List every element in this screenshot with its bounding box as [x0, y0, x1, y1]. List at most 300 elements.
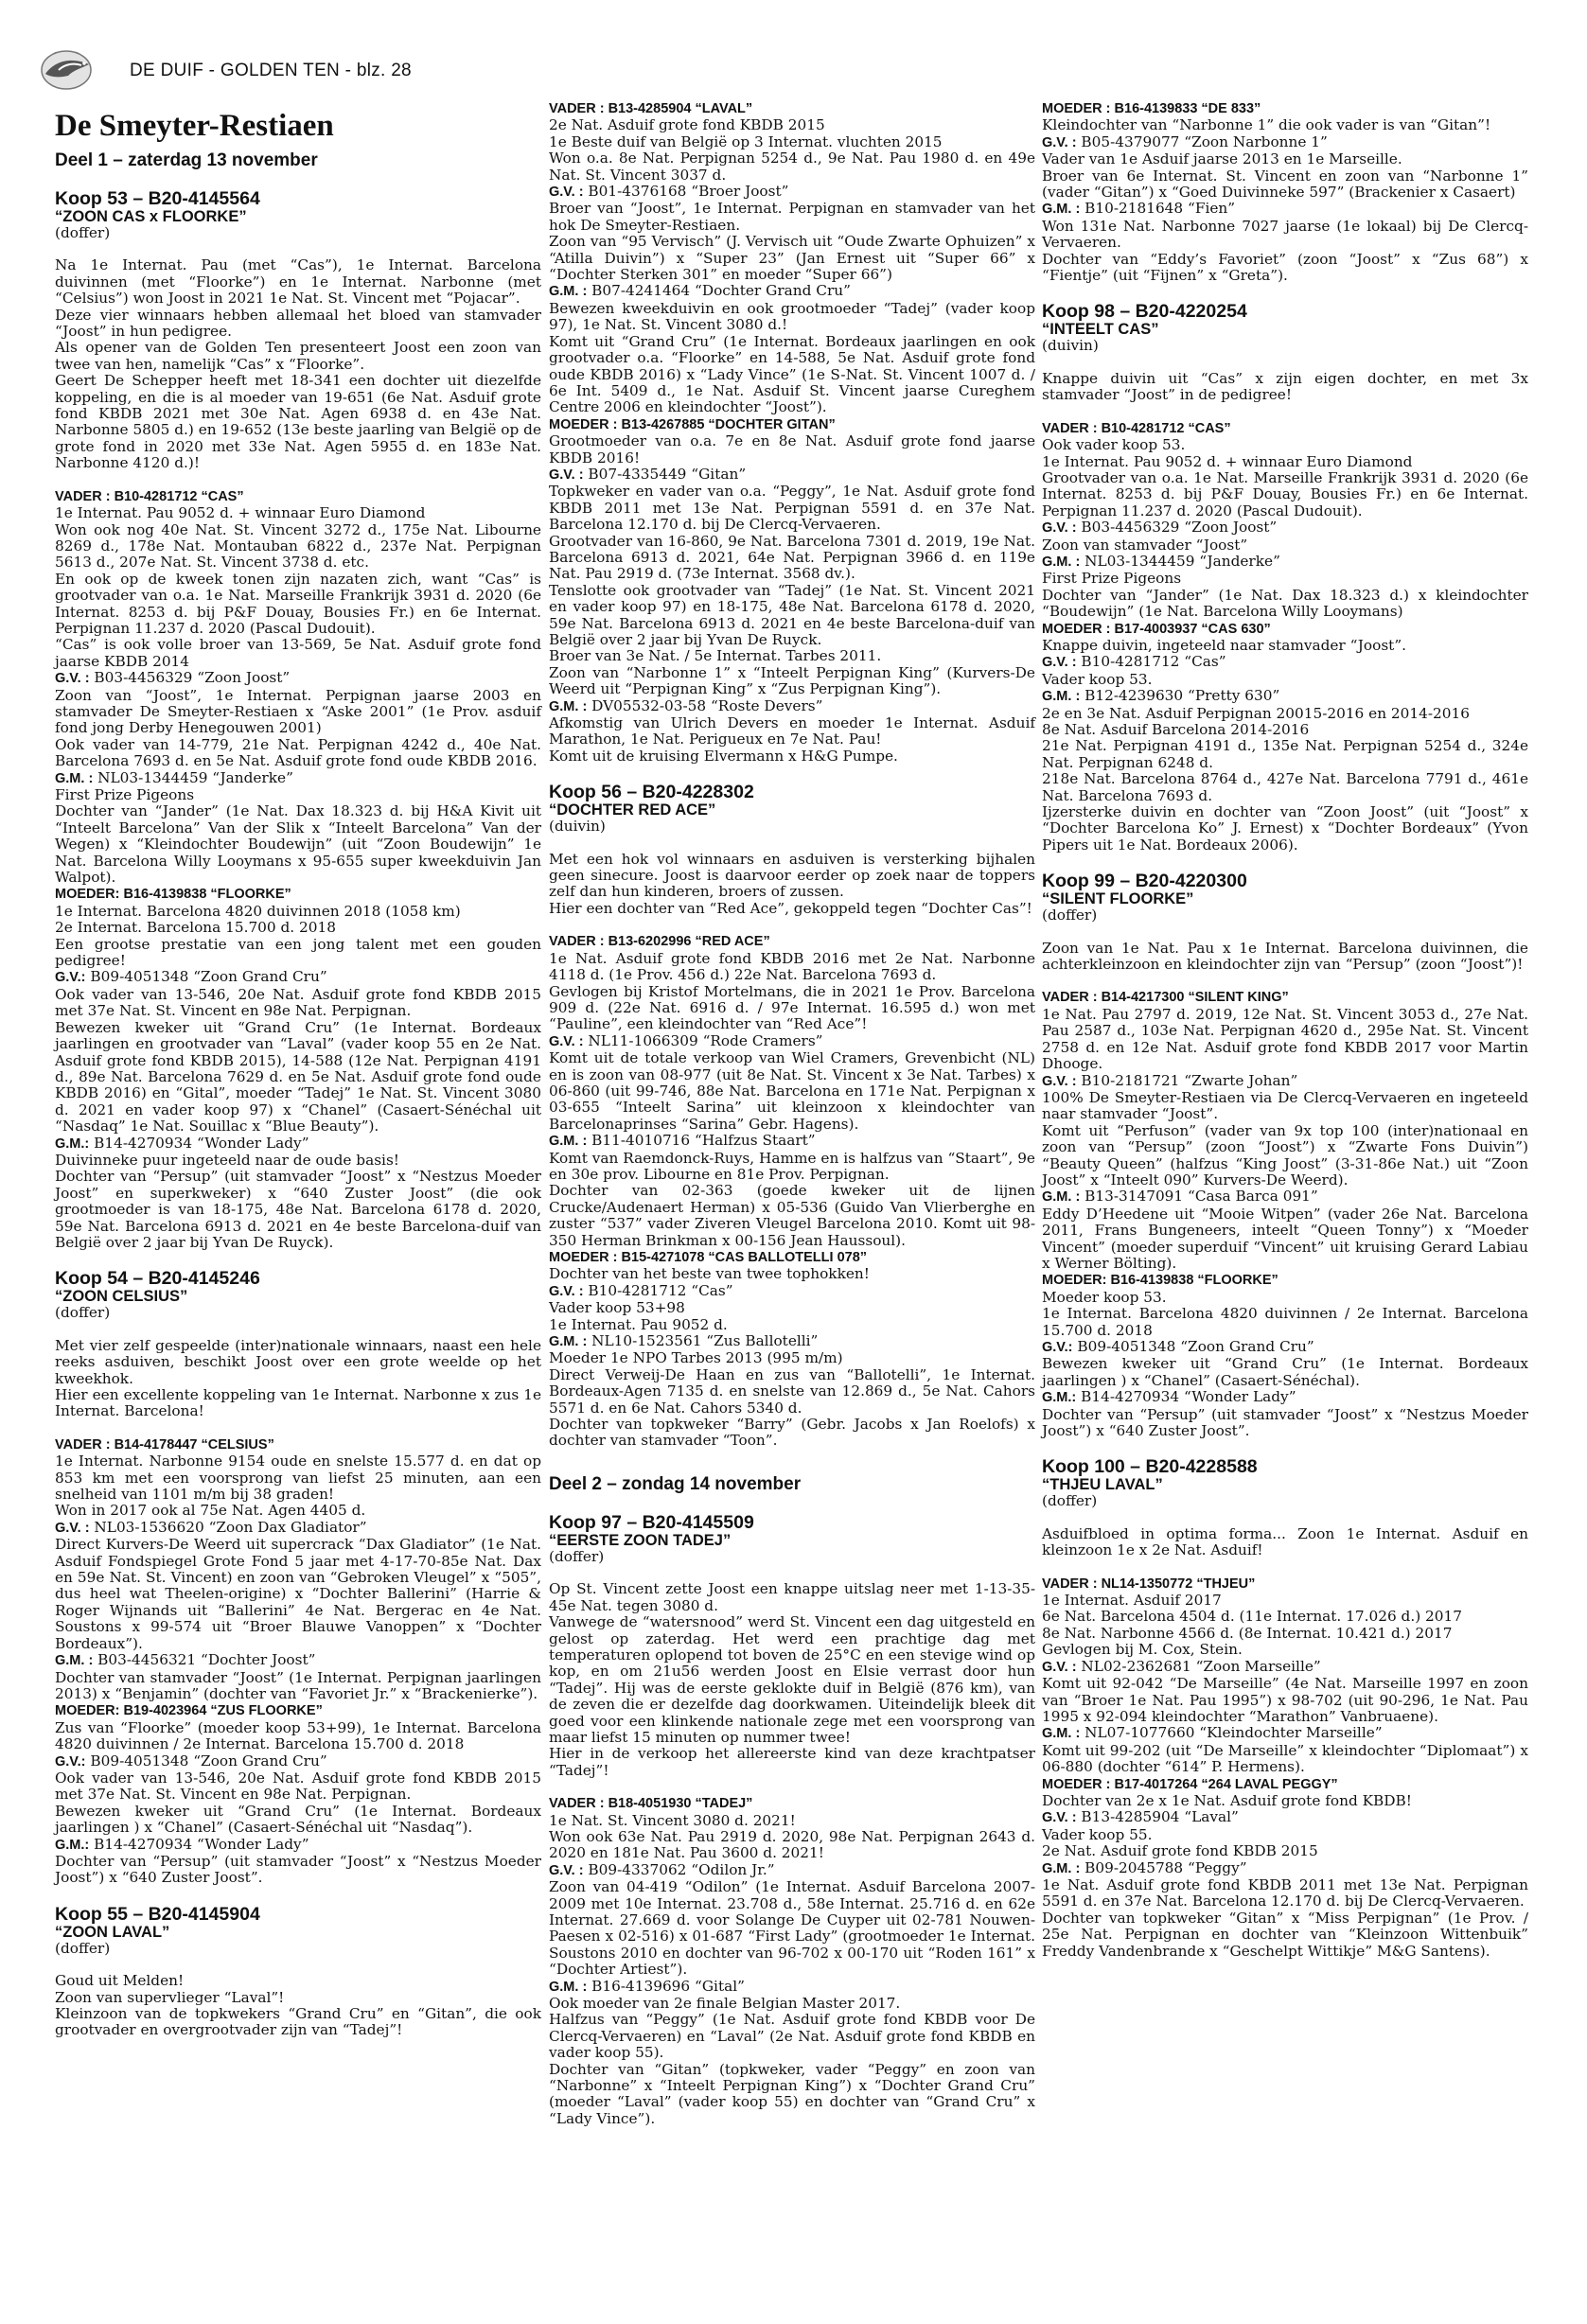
intro-paragraph: Na 1e Internat. Pau (met “Cas”), 1e Internat. Barcelona duivinnen (met “Floorke”) en 1e Internat. Narbonne (met “Celsius”) won Joost in 2021 1e Nat. St. Vincent met “Pojacar”. [55, 256, 541, 308]
pedigree-line [549, 951, 1035, 984]
pedigree-text: Ook vader van 14-779, 21e Nat. Perpignan 4242 d., 40e Nat. Barcelona 7693 d. en 5e Nat. Asduif grote fond oude KBDB 2016. [55, 735, 541, 770]
pedigree-line [1042, 1007, 1528, 1073]
pedigree-line [55, 920, 541, 936]
pedigree-line [1042, 470, 1528, 519]
pedigree-label: MOEDER: B16-4139838 “FLOORKE” [1042, 1273, 1278, 1289]
pedigree-line [1042, 654, 1528, 671]
pedigree-line [1042, 1593, 1528, 1609]
pedigree-text: Tenslotte ook grootvader van “Tadej” (1e Nat. St. Vincent 2021 en vader koop 97) en 18-175, 48e Nat. Barcelona 6178 d. 2020, 59e Nat. Barcelona 6913 d. 2021 en 4e beste Barcelona-duif van België over 2 jaar bij Yvan De Ruyck. [549, 581, 1035, 648]
pedigree-line [1042, 1389, 1528, 1406]
pedigree-line [55, 488, 541, 505]
pedigree-line [1042, 1206, 1528, 1273]
pedigree-line [1042, 1776, 1528, 1793]
intro-paragraph: Zoon van 1e Nat. Pau x 1e Internat. Barcelona duivinnen, die achterkleinzoon en kleindochter zijn van “Persup” (zoon “Joost”)! [1042, 939, 1528, 974]
pedigree-line [549, 1417, 1035, 1450]
intro-paragraph: Vanwege de “watersnood” werd St. Vincent een dag uitgesteld en gelost op zaterdag. Het werd een prachtige dag met temperaturen oplopend tot boven de 25°C en een stevige wind op kop, en om 21u56 werden Joost en Elsie verrast door hun “Tadej”. Hij was de eerste geklokte duif in België (876 km), van de zeven die er dezelfde dag doorkwamen. Uiteindelijk bleek dit goed voor een klinkende nationale zege met een voorsprong van maar liefst 15 minuten op nummer twee! [549, 1613, 1035, 1746]
pedigree-line [55, 1720, 541, 1753]
lot-sex: (doffer) [55, 1304, 111, 1322]
column-2 [549, 100, 1035, 2127]
pedigree-text: Komt uit 99-202 (uit “De Marseille” x kleindochter “Diplomaat”) x 06-880 (dochter “614” P. Hermens). [1042, 1741, 1528, 1776]
pedigree-line [1042, 1576, 1528, 1593]
pedigree-line [55, 904, 541, 920]
pedigree-label: MOEDER: B16-4139838 “FLOORKE” [55, 887, 291, 903]
pedigree-text: 1e Internat. Pau 9052 d. + winnaar Euro Diamond [55, 504, 426, 522]
pedigree-line [55, 1670, 541, 1703]
pedigree-text: Dochter van het beste van twee tophokken! [549, 1265, 870, 1283]
pedigree-line [1042, 804, 1528, 854]
pedigree-text: Vader koop 53. [1042, 670, 1153, 688]
pedigree-line [549, 1317, 1035, 1333]
pedigree-text: Grootmoeder van o.a. 7e en 8e Nat. Asduif grote fond jaarse KBDB 2016! [549, 432, 1035, 467]
pedigree-text: Dochter van “Persup” (uit stamvader “Joost” x “Nestzus Moeder Joost”) x “640 Zuster Joost”. [1042, 1405, 1528, 1440]
pedigree-text: NL10-1523561 “Zus Ballotelli” [587, 1332, 819, 1350]
pedigree-text: 1e Internat. Narbonne 9154 oude en snelste 15.577 d. en dat op 853 km met een voorsprong van liefst 25 minuten, aan een snelheid van 1101 m/m bij 38 graden! [55, 1452, 541, 1504]
pedigree-text: B07-4241464 “Dochter Grand Cru” [587, 282, 851, 300]
pedigree-label: G.V. : [55, 1520, 90, 1536]
pedigree-text: Dochter van 2e x 1e Nat. Asduif grote fond KBDB! [1042, 1791, 1412, 1809]
pedigree-line [549, 283, 1035, 300]
pedigree-text: Gevlogen bij M. Cox, Stein. [1042, 1641, 1243, 1659]
pedigree-text: Topkweker en vader van o.a. “Peggy”, 1e Nat. Asduif grote fond KBDB 2011 met 13e Nat. Perpignan 5591 d. en 37e Nat. Barcelona 12.170 d. bij De Clercq-Vervaeren. [549, 483, 1035, 534]
pedigree-label: G.M. : [549, 698, 588, 714]
lot-pigeon-name: “THJEU LAVAL” [1042, 1476, 1163, 1494]
pedigree-label: G.M.: [1042, 1390, 1077, 1406]
lot-pigeon-name: “SILENT FLOORKE” [1042, 890, 1194, 908]
pedigree-line [1042, 134, 1528, 151]
pedigree-text: Dochter van “Persup” (uit stamvader “Joost” x “Nestzus Moeder Joost”) x “640 Zuster Joost”. [55, 1852, 541, 1887]
pedigree-label: MOEDER : B17-4017264 “264 LAVAL PEGGY” [1042, 1776, 1338, 1792]
pedigree-line [1042, 1910, 1528, 1960]
pedigree-label: G.V. : [1042, 1659, 1077, 1675]
pedigree-label: G.V. : [549, 1033, 584, 1049]
spacer [55, 472, 541, 488]
pedigree-line [549, 1151, 1035, 1184]
pedigree-text: B09-4337062 “Odilon Jr.” [583, 1860, 775, 1878]
pedigree-line [55, 670, 541, 687]
pedigree-line [55, 1770, 541, 1804]
pedigree-line [1042, 1609, 1528, 1625]
pedigree-line [55, 1520, 541, 1537]
pedigree-line [1042, 1188, 1528, 1206]
pedigree-line [1042, 1306, 1528, 1339]
pedigree-line [1042, 1123, 1528, 1189]
pedigree-line [1042, 1090, 1528, 1123]
pedigree-text: Dochter van “Gitan” (topkweker, vader “Peggy” en zoon van “Narbonne” x “Inteelt Perpignan King”) x “Dochter Grand Cru” (moeder “Laval” (vader koop 55) en dochter van “Grand Cru” x “Lady Vince”). [549, 2060, 1035, 2127]
lot-99 [1042, 872, 1528, 1439]
pedigree-label: VADER : B10-4281712 “CAS” [1042, 420, 1231, 436]
pedigree-text: 2e Nat. Asduif grote fond KBDB 2015 [1042, 1842, 1318, 1860]
pedigree-text: B13-3147091 “Casa Barca 091” [1080, 1188, 1318, 1206]
pedigree-line [1042, 151, 1528, 167]
pedigree-text: Won 131e Nat. Narbonne 7027 jaarse (1e lokaal) bij De Clercq-Vervaeren. [1042, 217, 1528, 252]
pedigree-text: 6e Nat. Barcelona 4504 d. (11e Internat. 17.026 d.) 2017 [1042, 1608, 1462, 1626]
lot-97-part-1 [549, 1513, 1035, 2127]
pedigree-line [549, 1996, 1035, 2012]
pedigree-label: VADER : B13-6202996 “RED ACE” [549, 934, 770, 950]
intro-paragraph: Hier een excellente koppeling van 1e Internat. Narbonne x zus 1e Internat. Barcelona! [55, 1386, 541, 1420]
pedigree-text: B03-4456329 “Zoon Joost” [89, 669, 291, 687]
pedigree-line [55, 937, 541, 970]
pedigree-line [549, 201, 1035, 234]
lot-number: Koop 100 – B20-4228588 [1042, 1456, 1258, 1478]
pedigree-line [55, 987, 541, 1020]
pedigree-line [549, 334, 1035, 416]
spacer [55, 1420, 541, 1436]
pedigree-text: Komt uit “Perfuson” (vader van 9x top 100 (inter)nationaal en zoon van “Persup” (zoon “Joost”) x “Zwarte Fons Duivin”) “Beauty Queen” (halfzus “King Joost” (3-31-86e Nat.) uit “Zoon Joost” x “Inteelt 090” Kurvers-De Weerd). [1042, 1121, 1528, 1188]
lot-97-part-2 [1042, 100, 1528, 284]
pedigree-line [55, 522, 541, 572]
pedigree-text: 1e Nat. Pau 2797 d. 2019, 12e Nat. St. Vincent 3053 d., 27e Nat. Pau 2587 d., 103e Nat. Perpignan 4620 d., 295e Nat. St. Vincent 2758 d. en 12e Nat. Asduif grote fond KBDB 2017 voor Martin Dhooge. [1042, 1005, 1528, 1073]
lot-sex: (doffer) [55, 1939, 111, 1957]
lot-number: Koop 53 – B20-4145564 [55, 188, 260, 209]
pedigree-text: 2e en 3e Nat. Asduif Perpignan 20015-2016 en 2014-2016 [1042, 704, 1470, 722]
lot-sex: (duivin) [549, 818, 606, 836]
intro-paragraph: Goud uit Melden! [55, 1972, 185, 1990]
pedigree-text: NL03-1344459 “Janderke” [1080, 552, 1280, 570]
running-head: DE DUIF - GOLDEN TEN - blz. 28 [130, 61, 412, 80]
pedigree-line [1042, 201, 1528, 218]
pedigree-text: B03-4456329 “Zoon Joost” [1076, 519, 1278, 537]
pedigree-text: NL03-1536620 “Zoon Dax Gladiator” [89, 1518, 367, 1536]
lot-pigeon-name: “EERSTE ZOON TADEJ” [549, 1531, 732, 1549]
pedigree-label: G.M. : [549, 1134, 588, 1150]
pedigree-line [1042, 621, 1528, 638]
pedigree-label: G.V. : [1042, 1810, 1077, 1826]
pedigree-label: G.V.: [55, 1753, 86, 1769]
pedigree-text: B05-4379077 “Zoon Narbonne 1” [1076, 132, 1328, 150]
pedigree-text: Moeder 1e NPO Tarbes 2013 (995 m/m) [549, 1349, 843, 1367]
pedigree-label: G.M. : [1042, 1726, 1081, 1742]
pedigree-line [55, 1753, 541, 1770]
pedigree-text: 218e Nat. Barcelona 8764 d., 427e Nat. Barcelona 7791 d., 461e Nat. Barcelona 7693 d. [1042, 770, 1528, 804]
pedigree-text: Dochter van “Eddy’s Favoriet” (zoon “Joost” x “Zus 68”) x “Fientje” (uit “Fijnen” x “Greta”). [1042, 250, 1528, 285]
pedigree-line [549, 1879, 1035, 1978]
pedigree-text: Won in 2017 ook al 75e Nat. Agen 4405 d. [55, 1502, 366, 1520]
pedigree-text: B12-4239630 “Pretty 630” [1080, 687, 1280, 705]
pedigree-text: Ook vader van 13-546, 20e Nat. Asduif grote fond KBDB 2015 met 37e Nat. St. Vincent en 98e Nat. Perpignan. [55, 985, 541, 1020]
pedigree-line [549, 2012, 1035, 2061]
pedigree-line [55, 737, 541, 770]
pedigree-line [549, 1033, 1035, 1050]
pedigree-line [549, 665, 1035, 698]
pedigree-line [549, 1266, 1035, 1282]
pedigree-line [55, 1537, 541, 1652]
pedigree-text: B10-4281712 “Cas” [583, 1281, 733, 1299]
pedigree-line [1042, 519, 1528, 537]
pedigree-line [1042, 1809, 1528, 1826]
pedigree-line [1042, 537, 1528, 554]
pedigree-line [1042, 638, 1528, 654]
pedigree-label: G.M. : [549, 284, 588, 300]
pedigree-line [55, 1153, 541, 1169]
pedigree-line [1042, 1659, 1528, 1676]
pedigree-line [549, 715, 1035, 748]
lot-53 [55, 189, 541, 1251]
pedigree-text: B07-4335449 “Gitan” [583, 465, 747, 483]
pedigree-label: G.V. : [1042, 655, 1077, 671]
pedigree-text: NL07-1077660 “Kleindochter Marseille” [1080, 1724, 1383, 1742]
column-1 [55, 108, 541, 2055]
pedigree-line [55, 688, 541, 737]
pedigree-line [1042, 1743, 1528, 1776]
pedigree-line [1042, 219, 1528, 252]
pedigree-line [1042, 1290, 1528, 1306]
lot-number: Koop 99 – B20-4220300 [1042, 871, 1247, 892]
pedigree-line [1042, 437, 1528, 453]
pedigree-text: 2e Nat. Asduif grote fond KBDB 2015 [549, 116, 825, 134]
pedigree-line [549, 433, 1035, 467]
pedigree-text: Halfzus van “Peggy” (1e Nat. Asduif grote fond KBDB voor De Clercq-Vervaeren) en “Laval” (2e Nat. Asduif grote fond KBDB en vader koop 55). [549, 2011, 1035, 2062]
pedigree-text: Dochter van “Jander” (1e Nat. Dax 18.323 d. bij H&A Kivit uit “Inteelt Barcelona” Van der Slik x “Inteelt Barcelona” Van der Wegen) x “Kleindochter Boudewijn” (uit “Zoon Boudewijn” 1e Nat. Barcelona Willy Looymans x 95-655 super kweekduivin Jan Walpot). [55, 802, 541, 887]
pedigree-line [549, 134, 1035, 150]
pedigree-text: Dochter van 02-363 (goede kweker uit de lijnen Crucke/Audenaert Herman) x 05-536 (Guido Van Vlierberghe en zuster “537” vader Ziveren Vleugel Barcelona 2010. Komt uit 98-350 Herman Brinkman x 00-156 Jean Haussoul). [549, 1182, 1035, 1249]
pedigree-label: G.M. : [1042, 1860, 1081, 1876]
pedigree-text: Zoon van stamvader “Joost” [1042, 536, 1248, 554]
lot-98 [1042, 302, 1528, 854]
pedigree-line [1042, 1407, 1528, 1440]
spacer [1042, 404, 1528, 420]
intro-paragraph: Knappe duivin uit “Cas” x zijn eigen dochter, en met 3x stamvader “Joost” in de pedigree! [1042, 369, 1528, 404]
pedigree-line [55, 803, 541, 886]
pedigree-line [549, 1367, 1035, 1417]
pedigree-line [549, 416, 1035, 433]
intro-paragraph: Asduifbloed in optima forma... Zoon 1e Internat. Asduif en kleinzoon 1e x 2e Nat. Asduif! [1042, 1524, 1528, 1559]
pedigree-line [549, 984, 1035, 1033]
pedigree-text: 21e Nat. Perpignan 4191 d., 135e Nat. Perpignan 5254 d., 324e Nat. Perpignan 6248 d. [1042, 737, 1528, 771]
pedigree-text: Ijzersterke duivin en dochter van “Zoon Joost” (uit “Joost” x “Dochter Barcelona Ko” J. Ernest) x “Dochter Bordeaux” (Yvon Pipers uit 1e Nat. Bordeaux 2006). [1042, 803, 1528, 854]
pedigree-text: Afkomstig van Ulrich Devers en moeder 1e Internat. Asduif Marathon, 1e Nat. Perigueux en 7e Nat. Pau! [549, 714, 1035, 748]
pedigree-line [549, 1350, 1035, 1366]
pedigree-label: VADER : B10-4281712 “CAS” [55, 488, 244, 504]
pedigree-line [549, 1249, 1035, 1266]
lot-sex: (doffer) [1042, 907, 1098, 924]
pedigree-label: G.V. : [549, 1862, 584, 1878]
pedigree-label: MOEDER : B15-4271078 “CAS BALLOTELLI 078” [549, 1250, 868, 1265]
pedigree-text: Broer van “Joost”, 1e Internat. Perpignan en stamvader van het hok De Smeyter-Restiaen. [549, 200, 1035, 234]
pedigree-text: B14-4270934 “Wonder Lady” [89, 1835, 309, 1853]
pedigree-line [1042, 672, 1528, 688]
pedigree-line [1042, 1843, 1528, 1859]
pedigree-line [549, 1333, 1035, 1350]
intro-paragraph: Deze vier winnaars hebben allemaal het bloed van stamvader “Joost” in hun pedigree. [55, 306, 541, 341]
pedigree-text: 1e Internat. Barcelona 4820 duivinnen / 2e Internat. Barcelona 15.700 d. 2018 [1042, 1305, 1528, 1339]
pedigree-text: 1e Nat. Asduif grote fond KBDB 2011 met 13e Nat. Perpignan 5591 d. en 37e Nat. Barcelona 12.170 d. bij De Clercq-Vervaeren. [1042, 1875, 1528, 1910]
pedigree-line [1042, 100, 1528, 117]
pedigree-line [1042, 1073, 1528, 1090]
lot-number: Koop 56 – B20-4228302 [549, 782, 754, 803]
pedigree-text: Won o.a. 8e Nat. Perpignan 5254 d., 9e Nat. Pau 1980 d. en 49e Nat. St. Vincent 3037 d. [549, 150, 1035, 184]
lot-100 [1042, 1457, 1528, 1960]
pedigree-line [55, 1436, 541, 1453]
pedigree-line [1042, 168, 1528, 202]
pedigree-text: B09-4051348 “Zoon Grand Cru” [85, 1752, 327, 1769]
pedigree-label: G.M. : [1042, 554, 1081, 570]
pedigree-line [1042, 454, 1528, 470]
pedigree-text: Ook vader koop 53. [1042, 436, 1186, 454]
pedigree-label: VADER : B14-4217300 “SILENT KING” [1042, 990, 1289, 1006]
pigeon-logo-icon [40, 49, 98, 91]
pedigree-line [549, 1050, 1035, 1133]
pedigree-line [549, 1979, 1035, 1996]
pedigree-text: Dochter van “Persup” (uit stamvader “Joost” x “Nestzus Moeder Joost” en superkweker) x “640 Zuster Joost” (die ook grootmoeder is van 18-175, 48e Nat. Barcelona 6178 d. 2020, 59e Nat. Barcelona 6913 d. 2021 en 4e beste Barcelona-duif van België over 2 jaar bij Yvan De Ruyck). [55, 1168, 541, 1251]
pedigree-label: G.V.: [55, 970, 86, 986]
pedigree-label: G.V. : [549, 1283, 584, 1299]
pedigree-label: G.V. : [1042, 520, 1077, 537]
pedigree-label: G.M.: [55, 1136, 90, 1152]
pedigree-label: G.V. : [549, 185, 584, 201]
pedigree-text: 1e Nat. St. Vincent 3080 d. 2021! [549, 1811, 796, 1829]
pedigree-line [55, 1503, 541, 1519]
pedigree-line [55, 886, 541, 903]
pedigree-line [55, 1020, 541, 1136]
spacer [549, 917, 1035, 933]
pedigree-line [549, 467, 1035, 484]
pedigree-text: 8e Nat. Asduif Barcelona 2014-2016 [1042, 721, 1310, 738]
pedigree-line [55, 1136, 541, 1153]
pedigree-label: MOEDER : B17-4003937 “CAS 630” [1042, 621, 1271, 637]
lot-pigeon-name: “ZOON CAS x FLOORKE” [55, 208, 247, 225]
pedigree-label: MOEDER: B19-4023964 “ZUS FLOORKE” [55, 1703, 323, 1719]
lot-number: Koop 97 – B20-4145509 [549, 1511, 754, 1533]
pedigree-label: G.V. : [55, 671, 90, 687]
pedigree-text: NL03-1344459 “Janderke” [93, 768, 293, 786]
pedigree-text: First Prize Pigeons [1042, 570, 1182, 588]
pedigree-text: Zoon van “Joost”, 1e Internat. Perpignan jaarse 2003 en stamvader De Smeyter-Restiaen x “Aske 2001” (1e Prov. asduif fond jong Derby Henegouwen 2001) [55, 686, 541, 737]
pedigree-line [55, 1854, 541, 1887]
pedigree-text: Zus van “Floorke” (moeder koop 53+99), 1e Internat. Barcelona 4820 duivinnen / 2e Internat. Barcelona 15.700 d. 2018 [55, 1718, 541, 1753]
pedigree-text: Ook vader van 13-546, 20e Nat. Asduif grote fond KBDB 2015 met 37e Nat. St. Vincent en 98e Nat. Perpignan. [55, 1769, 541, 1804]
pedigree-label: VADER : B14-4178447 “CELSIUS” [55, 1436, 274, 1452]
pedigree-text: Direct Kurvers-De Weerd uit supercrack “Dax Gladiator” (1e Nat. Asduif Fondspiegel Grote Fond 5 jaar met 4-17-70-85e Nat. Dax en 59e Nat. St. Vincent) en zoon van “Gebroken Vleugel” x “505”, dus heel wat Theelen-origine) x “Dochter Ballerini” (Harrie & Roger Wijnands uit “Ballerini” 4e Nat. Bergerac en 4e Nat. Soustons x 99-574 uit “Broer Blauwe Vanoppen” x “Dochter Bordeaux”). [55, 1536, 541, 1652]
pedigree-label: VADER : B18-4051930 “TADEJ” [549, 1796, 753, 1812]
pedigree-line [1042, 1860, 1528, 1877]
pedigree-label: G.M. : [1042, 1189, 1081, 1206]
pedigree-label: G.V. : [1042, 134, 1077, 150]
pedigree-text: Vader van 1e Asduif jaarse 2013 en 1e Marseille. [1042, 150, 1402, 168]
pedigree-text: Bewezen kweker uit “Grand Cru” (1e Internat. Bordeaux jaarlingen ) x “Chanel” (Casaert-Sénéchal). [1042, 1355, 1528, 1389]
pedigree-text: Bewezen kweekduivin en ook grootmoeder “Tadej” (vader koop 97), 1e Nat. St. Vincent 3080 d.! [549, 299, 1035, 334]
pedigree-text: Dochter van “Jander” (1e Nat. Dax 18.323 d.) x kleindochter “Boudewijn” (1e Nat. Barcelona Willy Looymans) [1042, 586, 1528, 621]
pedigree-line [1042, 722, 1528, 738]
intro-paragraph: Op St. Vincent zette Joost een knappe uitslag neer met 1-13-35-45e Nat. tegen 3080 d. [549, 1580, 1035, 1614]
pedigree-text: Duivinneke puur ingeteeld naar de oude basis! [55, 1151, 399, 1169]
pedigree-label: MOEDER : B16-4139833 “DE 833” [1042, 101, 1261, 116]
pedigree-text: Zoon van “Narbonne 1” x “Inteelt Perpignan King” (Kurvers-De Weerd uit “Perpignan King” x “Zus Perpignan King”). [549, 663, 1035, 698]
lot-54 [55, 1269, 541, 1886]
pedigree-line [55, 1453, 541, 1503]
intro-paragraph: Geert De Schepper heeft met 18-341 een dochter uit diezelfde koppeling, en die is al moeder van 19-651 (6e Nat. Asduif grote fond KBDB 2021 met 30e Nat. Agen 6938 d. en 43e Nat. Narbonne 5805 d.) en 19-652 (13e beste jaarling van België op de grote fond in 2020 met 33e Nat. Agen 5955 d. en 183e Nat. Narbonne 4120 d.)! [55, 372, 541, 472]
pedigree-text: Broer van 6e Internat. St. Vincent en zoon van “Narbonne 1” (vader “Gitan”) x “Goed Duivinneke 597” (Brackenier x Casaert) [1042, 167, 1528, 202]
pedigree-line [55, 969, 541, 986]
pedigree-line [55, 505, 541, 521]
lot-number: Koop 54 – B20-4145246 [55, 1268, 260, 1290]
column-3 [1042, 100, 1528, 1960]
pedigree-text: B14-4270934 “Wonder Lady” [1076, 1388, 1296, 1406]
pedigree-line [55, 572, 541, 638]
pedigree-line [549, 583, 1035, 649]
pedigree-line [549, 698, 1035, 715]
pedigree-line [1042, 420, 1528, 437]
lot-55-pedigree [549, 100, 1035, 765]
pedigree-label: G.V. : [1042, 1073, 1077, 1089]
pedigree-line [549, 1283, 1035, 1300]
intro-paragraph: Met een hok vol winnaars en asduiven is versterking bijhalen geen sinecure. Joost is daarvoor eerder op zoek naar de toppers zelf dan hun kinderen, broers of zussen. [549, 850, 1035, 901]
spacer [1042, 1559, 1528, 1576]
page-header [40, 49, 1554, 95]
lot-pigeon-name: “DOCHTER RED ACE” [549, 801, 716, 819]
pedigree-text: Komt van Raemdonck-Ruys, Hamme en is halfzus van “Staart”, 9e en 30e prov. Libourne en 81e Prov. Perpignan. [549, 1149, 1035, 1183]
pedigree-text: Grootvader van o.a. 1e Nat. Marseille Frankrijk 3931 d. 2020 (6e Internat. 8253 d. bij P&F Douay, Bousies Fr.) en 6e Internat. Perpignan 11.237 d. 2020 (Pascal Dudouit). [1042, 468, 1528, 519]
pedigree-text: Komt uit de kruising Elvermann x H&G Pumpe. [549, 747, 898, 765]
pedigree-text: Won ook nog 40e Nat. St. Vincent 3272 d., 175e Nat. Libourne 8269 d., 178e Nat. Montauban 6822 d., 237e Nat. Perpignan 5613 d., 207e Nat. St. Vincent 3738 d. etc. [55, 520, 541, 572]
pedigree-label: VADER : B13-4285904 “LAVAL” [549, 101, 753, 116]
pedigree-line [549, 301, 1035, 334]
pedigree-line [1042, 1725, 1528, 1742]
spacer [55, 2039, 541, 2055]
pedigree-line [1042, 1877, 1528, 1910]
pedigree-text: B09-2045788 “Peggy” [1080, 1858, 1247, 1876]
lot-pigeon-name: “ZOON LAVAL” [55, 1923, 170, 1941]
pedigree-label: MOEDER : B13-4267885 “DOCHTER GITAN” [549, 416, 836, 432]
pedigree-text: 1e Beste duif van België op 3 Internat. vluchten 2015 [549, 132, 943, 150]
pedigree-text: Kleindochter van “Narbonne 1” die ook vader is van “Gitan”! [1042, 116, 1491, 134]
pedigree-text: 100% De Smeyter-Restiaen via De Clercq-Vervaeren en ingeteeld naar stamvader “Joost”. [1042, 1088, 1528, 1123]
pedigree-line [1042, 738, 1528, 771]
pedigree-line [1042, 252, 1528, 285]
spacer [549, 1779, 1035, 1795]
pedigree-text: Dochter van topkweker “Gitan” x “Miss Perpignan” (1e Prov. / 25e Nat. Perpignan en dochter van “Kleinzoon Wittenbuik” Freddy Vandenbrande x “Geschelpt Wittikje” M&G Santens). [1042, 1909, 1528, 1960]
pedigree-text: Komt uit de totale verkoop van Wiel Cramers, Grevenbicht (NL) en is zoon van 08-977 (uit 8e Nat. St. Vincent x 3e Nat. Tarbes) x 06-860 (uit 99-746, 88e Nat. Barcelona en 171e Nat. Perpignan x 03-655 “Inteelt Sarina” uit kleinzoon x kleindochter van Barcelonaprinses “Sarina” Gebr. Hagens). [549, 1049, 1035, 1133]
lot-56 [549, 783, 1035, 1450]
pedigree-label: G.V.: [1042, 1340, 1073, 1355]
pedigree-text: B01-4376168 “Broer Joost” [583, 183, 789, 201]
intro-paragraph: Zoon van supervlieger “Laval”! [55, 1988, 285, 2006]
pedigree-text: NL11-1066309 “Rode Cramers” [583, 1031, 823, 1049]
pedigree-label: G.M. : [1042, 689, 1081, 705]
pedigree-line [55, 1169, 541, 1251]
pedigree-line [1042, 1642, 1528, 1658]
pedigree-text: Grootvader van 16-860, 9e Nat. Barcelona 7301 d. 2019, 19e Nat. Barcelona 6913 d. 2021, 64e Nat. Perpignan 3966 d. en 119e Nat. Pau 2919 d. (73e Internat. 3568 dv.). [549, 532, 1035, 583]
pedigree-text: B10-2181648 “Fien” [1080, 200, 1236, 218]
pedigree-line [549, 1300, 1035, 1316]
intro-paragraph: Met vier zelf gespeelde (inter)nationale winnaars, naast een hele reeks asduiven, beschikt Joost over een grote weelde op het kweekhok. [55, 1336, 541, 1387]
spacer [1042, 973, 1528, 989]
pedigree-label: G.M.: [55, 1837, 90, 1853]
pedigree-line [549, 1133, 1035, 1150]
lot-number: Koop 98 – B20-4220254 [1042, 301, 1247, 323]
pedigree-text: 1e Nat. Asduif grote fond KBDB 2016 met 2e Nat. Narbonne 4118 d. (1e Prov. 456 d.) 22e Nat. Barcelona 7693 d. [549, 949, 1035, 984]
pedigree-text: Direct Verweij-De Haan en zus van “Ballotelli”, 1e Internat. Bordeaux-Agen 7135 d. en snelste van 12.869 d., 5e Nat. Cahors 5571 d. en 6e Nat. Cahors 5340 d. [549, 1365, 1035, 1417]
pedigree-line [549, 100, 1035, 117]
pedigree-label: G.M. : [55, 770, 94, 786]
pedigree-label: G.M. : [549, 1334, 588, 1350]
pedigree-text: 8e Nat. Narbonne 4566 d. (8e Internat. 10.421 d.) 2017 [1042, 1624, 1453, 1642]
lot-pigeon-name: “ZOON CELSIUS” [55, 1288, 188, 1306]
section-heading-deel-1: Deel 1 – zaterdag 13 november [55, 150, 318, 170]
pedigree-line [1042, 571, 1528, 587]
pedigree-line [55, 787, 541, 803]
pedigree-line [1042, 1626, 1528, 1642]
pedigree-text: 1e Internat. Pau 9052 d. [549, 1315, 728, 1333]
pedigree-text: B09-4051348 “Zoon Grand Cru” [1072, 1338, 1314, 1355]
pedigree-line [1042, 1356, 1528, 1389]
pedigree-text: B03-4456321 “Dochter Joost” [93, 1651, 316, 1669]
pedigree-label: G.M. : [549, 1979, 588, 1995]
pedigree-text: Knappe duivin, ingeteeld naar stamvader “Joost”. [1042, 636, 1407, 654]
lot-number: Koop 55 – B20-4145904 [55, 1903, 260, 1925]
pedigree-line [1042, 554, 1528, 571]
pedigree-text: Broer van 3e Nat. / 5e Internat. Tarbes 2011. [549, 647, 882, 665]
